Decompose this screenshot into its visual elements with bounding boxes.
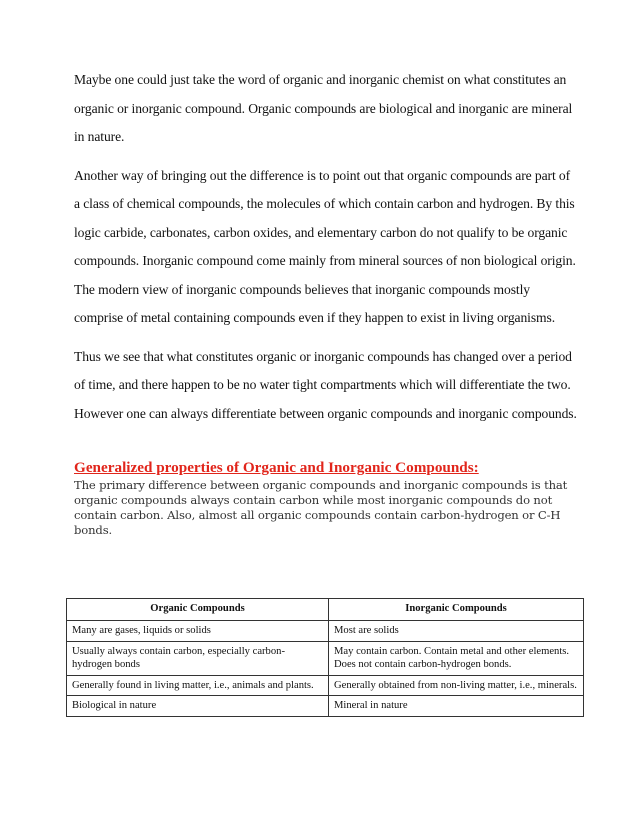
- cell-inorganic: Most are solids: [329, 621, 584, 642]
- section-intro: The primary difference between organic compounds and inorganic compounds is that organic compounds always contain carbon while most inorganic compounds do not contain carbon. Also, almost all organic compounds contain carbon-hydrogen or C-H bonds.: [74, 478, 568, 537]
- cell-organic: Usually always contain carbon, especially carbon-hydrogen bonds: [67, 641, 329, 675]
- cell-organic: Generally found in living matter, i.e., animals and plants.: [67, 675, 329, 696]
- paragraph-3: Thus we see that what constitutes organic or inorganic compounds has changed over a period of time, and there happen to be no water tight compartments which will differentiate the two. However one can always differentiate between organic compounds and inorganic compounds.: [74, 348, 577, 421]
- header-inorganic: Inorganic Compounds: [329, 599, 584, 621]
- cell-inorganic: Mineral in nature: [329, 696, 584, 717]
- table-row: [67, 621, 584, 642]
- header-organic: Organic Compounds: [67, 599, 329, 621]
- comparison-table: [66, 598, 584, 717]
- table-row: [67, 696, 584, 717]
- document-body: [74, 66, 579, 550]
- table-row: [67, 641, 584, 675]
- paragraph-1: Maybe one could just take the word of organic and inorganic chemist on what constitutes an organic or inorganic compound. Organic compounds are biological and inorganic are mineral in nature.: [74, 72, 573, 144]
- table-header-row: [67, 599, 584, 621]
- cell-inorganic: Generally obtained from non-living matter, i.e., minerals.: [329, 675, 584, 696]
- cell-organic: Many are gases, liquids or solids: [67, 621, 329, 642]
- cell-inorganic: May contain carbon. Contain metal and other elements. Does not contain carbon-hydrogen bonds.: [329, 641, 584, 675]
- cell-organic: Biological in nature: [67, 696, 329, 717]
- table-row: [67, 675, 584, 696]
- section-heading: Generalized properties of Organic and Inorganic Compounds:: [74, 459, 479, 476]
- paragraph-2: Another way of bringing out the difference is to point out that organic compounds are part of a class of chemical compounds, the molecules of which contain carbon and hydrogen. By this logic carbide, carbonates, carbon oxides, and elementary carbon do not qualify to be organic compounds. Inorganic compound come mainly from mineral sources of non biological origin. The modern view of inorganic compounds believes that inorganic compounds mostly comprise of metal containing compounds even if they happen to exist in living organisms.: [74, 167, 576, 325]
